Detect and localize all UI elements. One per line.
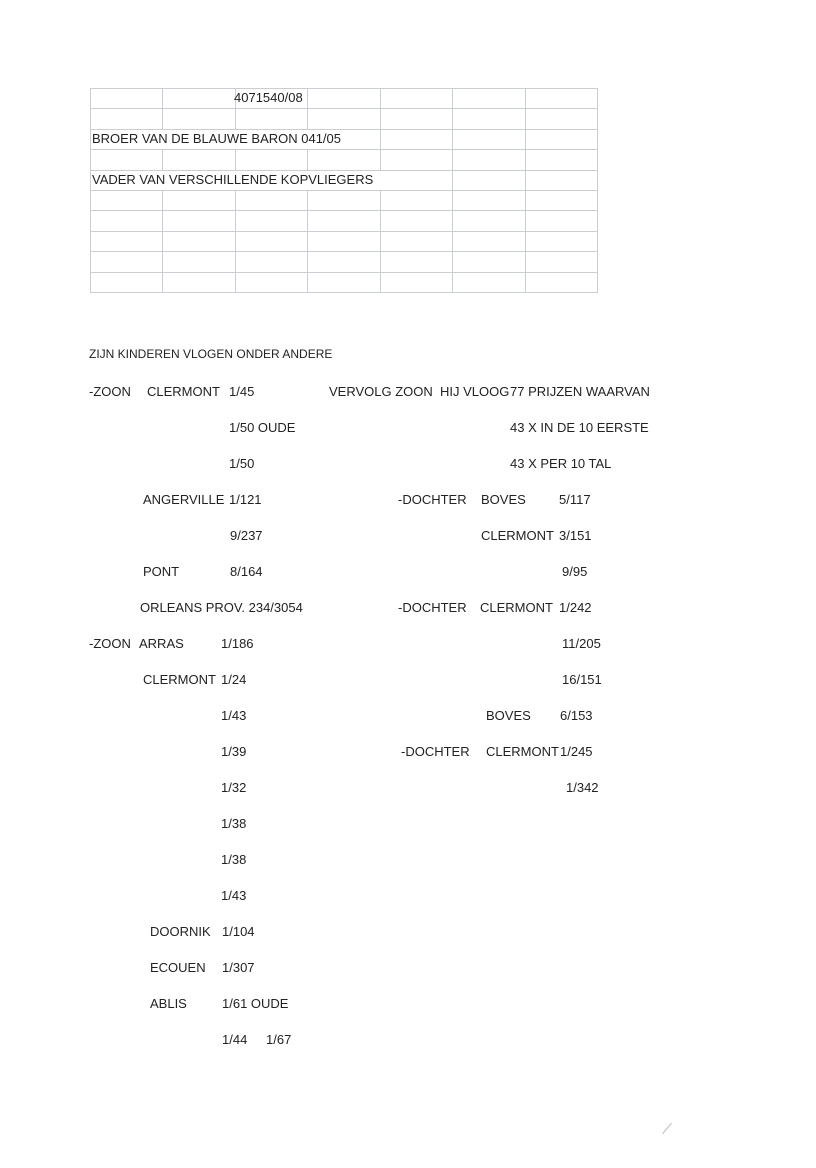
race-place: CLERMONT [147,384,220,399]
result: 16/151 [562,672,602,687]
result: 11/205 [562,636,601,651]
result: 1/38 [221,816,247,831]
pedigree-table [90,88,598,293]
text: HIJ VLOOG [440,384,510,399]
result: 1/39 [221,744,247,759]
table-line-father: VADER VAN VERSCHILLENDE KOPVLIEGERS [92,172,374,187]
prize-detail: 43 X PER 10 TAL [510,456,612,471]
race-place: CLERMONT [480,600,553,615]
race-place: BOVES [481,492,526,507]
race-place: PONT [143,564,180,579]
section-heading: ZIJN KINDEREN VLOGEN ONDER ANDERE [89,347,333,361]
race-place: ECOUEN [150,960,206,975]
result: 1/43 [221,888,247,903]
result: 1/43 [221,708,247,723]
result: 1/242 [559,600,592,615]
race-place: DOORNIK [150,924,211,939]
result: 1/342 [566,780,599,795]
race-place: CLERMONT [486,744,559,759]
son-label: -ZOON [89,384,131,399]
result: 1/104 [222,924,255,939]
prize-count: 77 PRIJZEN WAARVAN [510,384,650,399]
result: 1/50 [229,456,255,471]
race-place: ANGERVILLE [143,492,225,507]
table-line-brother: BROER VAN DE BLAUWE BARON 041/05 [92,131,342,146]
scan-mark [662,1123,672,1134]
daughter-label: -DOCHTER [398,492,467,507]
result: 1/307 [222,960,255,975]
ring-number: 4071540/08 [234,90,303,105]
race-place: ARRAS [139,636,184,651]
race-place: ABLIS [150,996,187,1011]
result: 1/45 [229,384,255,399]
result: 1/44 [222,1032,248,1047]
result: 1/61 OUDE [222,996,289,1011]
result: 9/237 [230,528,263,543]
result: 9/95 [562,564,588,579]
result: 6/153 [560,708,593,723]
result: 1/186 [221,636,254,651]
result: 5/117 [559,492,591,507]
result: 1/121 [229,492,262,507]
result: 3/151 [559,528,592,543]
prize-detail: 43 X IN DE 10 EERSTE [510,420,649,435]
result: 1/50 OUDE [229,420,296,435]
daughter-label: -DOCHTER [401,744,470,759]
result: 1/32 [221,780,247,795]
son-label: -ZOON [89,636,131,651]
race-result: ORLEANS PROV. 234/3054 [140,600,303,615]
continued-son-label: VERVOLG ZOON [329,384,433,399]
result: 1/67 [266,1032,292,1047]
result: 1/38 [221,852,247,867]
result: 1/24 [221,672,247,687]
race-place: BOVES [486,708,531,723]
result: 8/164 [230,564,263,579]
result: 1/245 [560,744,593,759]
race-place: CLERMONT [143,672,216,687]
daughter-label: -DOCHTER [398,600,467,615]
race-place: CLERMONT [481,528,554,543]
